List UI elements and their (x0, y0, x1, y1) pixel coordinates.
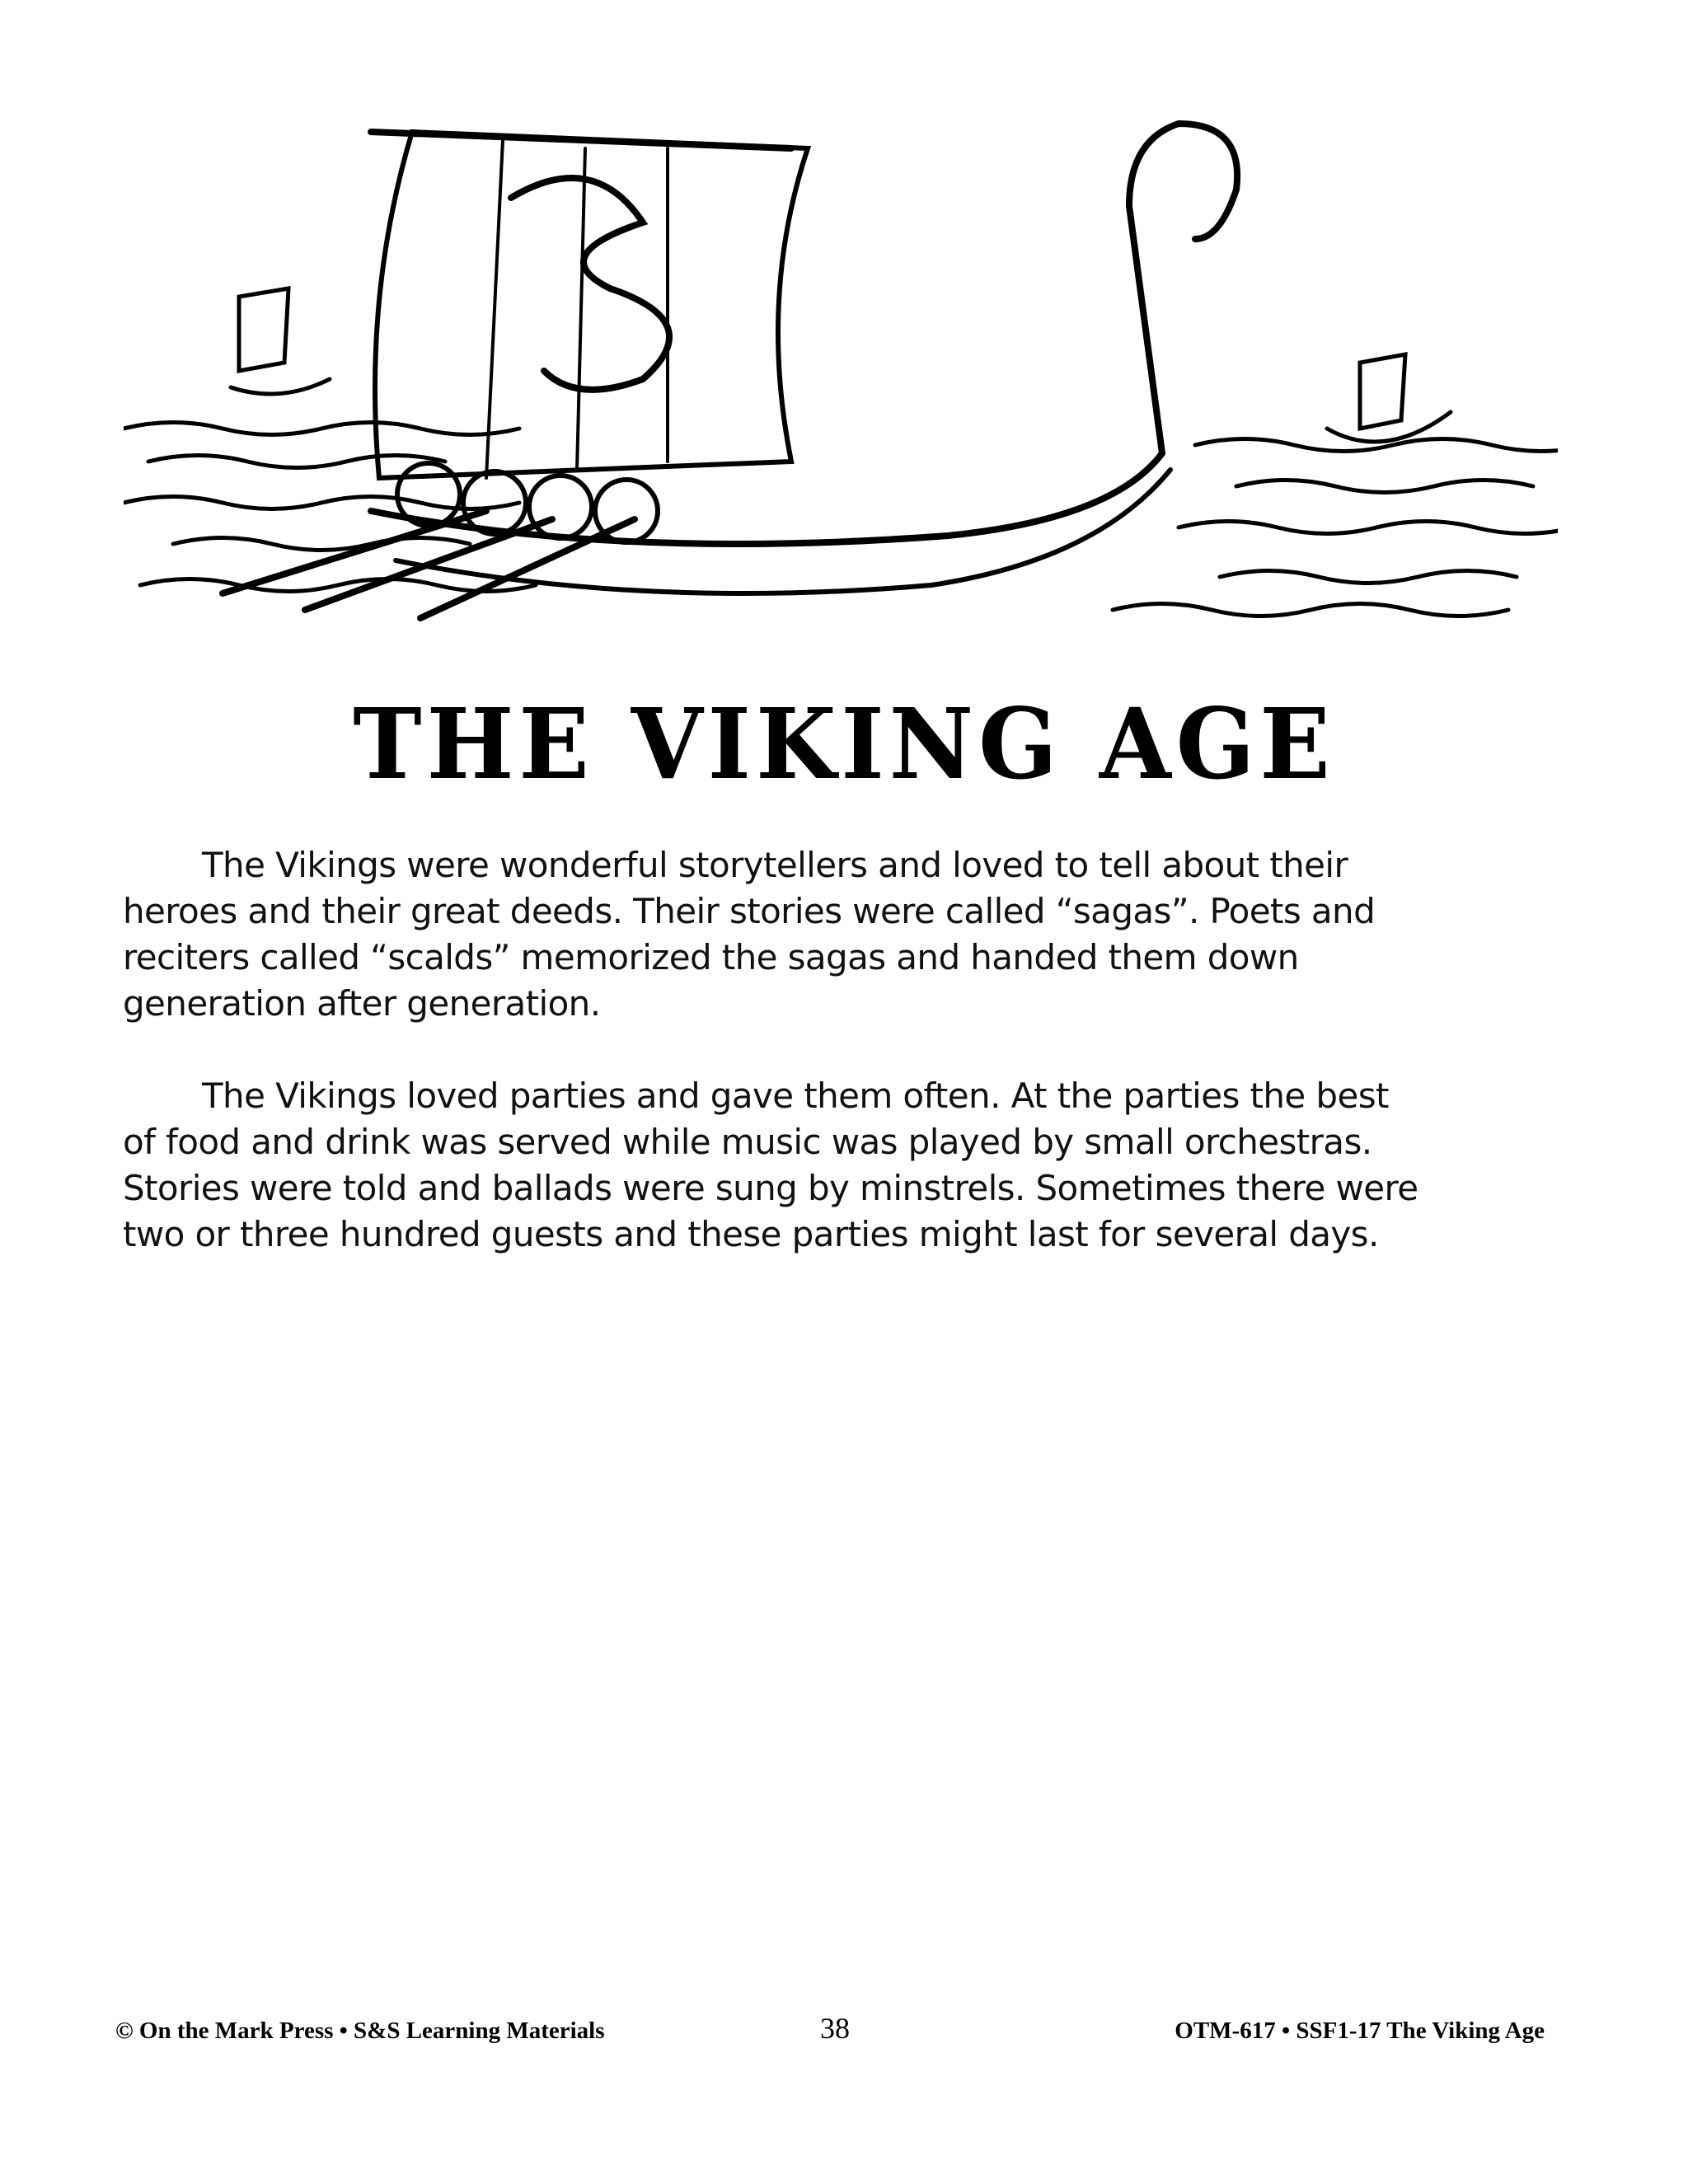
sea-waves (124, 423, 1558, 616)
text-line: two or three hundred guests and these parties might last for several days. (123, 1214, 1379, 1254)
text-line: generation after generation. (123, 983, 601, 1024)
footer-publisher: © On the Mark Press • S&S Learning Materials (115, 2018, 605, 2044)
page-title: THE VIKING AGE (353, 687, 1335, 802)
text-line: Stories were told and ballads were sung by minstrels. Sometimes there were (123, 1168, 1418, 1208)
text-line: reciters called “scalds” memorized the sagas and handed them down (123, 937, 1299, 977)
footer-book-code: OTM-617 • SSF1-17 The Viking Age (1175, 2018, 1545, 2044)
text-line: The Vikings were wonderful storytellers and loved to tell about their (202, 845, 1348, 885)
paragraph-1 (123, 842, 1573, 1027)
text-line: The Vikings loved parties and gave them often. At the parties the best (202, 1076, 1389, 1116)
text-line: of food and drink was served while music was played by small orchestras. (123, 1122, 1372, 1162)
page-number: 38 (820, 2012, 850, 2045)
paragraph-2 (123, 1073, 1573, 1258)
viking-ship-illustration (124, 99, 1558, 626)
small-ship-right (1327, 354, 1451, 442)
text-line: heroes and their great deeds. Their stories were called “sagas”. Poets and (123, 891, 1376, 931)
main-ship (223, 124, 1237, 618)
small-ship-left (231, 288, 330, 394)
